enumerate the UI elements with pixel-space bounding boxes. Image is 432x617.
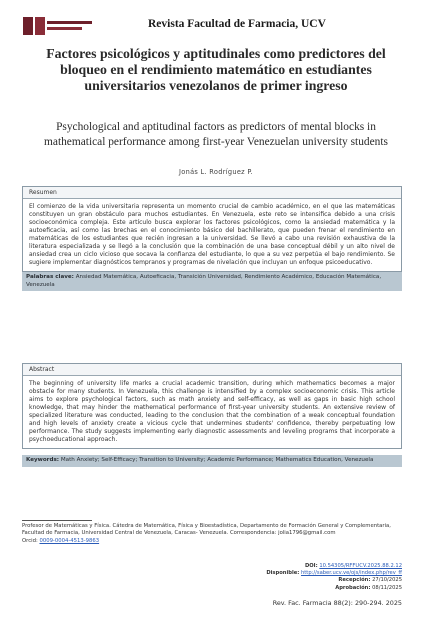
faculty-logo-icon: [22, 15, 94, 37]
doi-link[interactable]: 10.54305/RFFUCV.2025.88.2.12: [319, 563, 402, 569]
available-link[interactable]: http://saber.ucv.ve/ojs/index.php/rev_ff: [300, 570, 402, 577]
orcid-label: Orcid:: [22, 537, 38, 544]
orcid-line: [22, 538, 402, 545]
resumen-box: [22, 186, 402, 272]
abstract-heading: Abstract: [23, 364, 401, 376]
abstract-body: The beginning of university life marks a crucial academic transition, during which mathematics becomes a major obstacle for many students. In Venezuela, this challenge is intensified by a complex socioeconomic crisis. This article aims to explore psychological factors, such as math anxiety and self-efficacy, as well as gaps in basic high school knowledge, that may hinder the mathematical performance of first-year university students. An extensive review of specialized literature was conducted, leading to the conclusion that the combination of a weak conceptual foundation and high levels of anxiety create a vicious cycle that undermines students' confidence, thereby perpetuating low performance. The study suggests implementing early diagnostic assessments and leveling programs that incorporate a psychoeducational approach.: [29, 380, 395, 443]
approved-date: 08/11/2025: [372, 584, 402, 591]
keywords-text: Math Anxiety; Self-Efficacy; Transition to University; Academic Performance; Mathematics Education, Venezuela: [60, 457, 374, 463]
approved-line: [266, 585, 402, 592]
article-title-spanish: Factores psicológicos y aptitudinales como predictores del bloqueo en el rendimiento matemático en estudiantes universitarios venezolanos de primer ingreso: [46, 46, 386, 93]
orcid-link[interactable]: 0009-0004-4513-9863: [39, 537, 100, 544]
journal-citation: Rev. Fac. Farmacia 88(2): 290-294. 2025: [272, 599, 402, 607]
resumen-heading: Resumen: [23, 187, 401, 199]
palabras-clave-label: Palabras clave:: [26, 274, 74, 280]
footnote-divider: [22, 520, 92, 521]
publication-metadata: [266, 563, 402, 592]
article-title-english: Psychological and aptitudinal factors as predictors of mental blocks in mathematical performance among first-year Venezuelan university students: [44, 121, 388, 148]
journal-header: [22, 15, 402, 37]
author-footnote: [22, 523, 402, 545]
palabras-clave-bar: [22, 272, 402, 291]
approved-label: Aprobación:: [335, 584, 371, 591]
keywords-label: Keywords:: [26, 457, 60, 463]
palabras-clave-text: Ansiedad Matemática, Autoeficacia, Transición Universidad, Rendimiento Académico, Educación Matemática, Venezuela: [26, 274, 382, 288]
resumen-body: El comienzo de la vida universitaria representa un momento crucial de cambio académico, en el que las matemáticas constituyen un gran obstáculo para muchos estudiantes. En Venezuela, este reto se intensifica debido a una crisis socioeconómica compleja. Este artículo busca explorar los factores psicológicos, como la ansiedad matemática y la autoeficacia, así como las brechas en el conocimiento básico del bachillerato, que pueden frenar el rendimiento en matemáticas de los estudiantes que recién ingresan a la universidad. Se llevó a cabo una revisión exhaustiva de la literatura especializada y se llegó a la conclusión que la combinación de una base conceptual débil y un alto nivel de ansiedad crea un ciclo vicioso que socava la confianza del estudiante, lo que a su vez perpetúa el bajo rendimiento. Se sugiere implementar diagnósticos tempranos y programas de nivelación que incluyan un enfoque psicoeducativo.: [29, 203, 395, 266]
available-label: Disponible:: [266, 570, 300, 577]
author-name: Jonás L. Rodríguez P.: [179, 168, 253, 176]
doi-label: DOI:: [304, 563, 318, 569]
journal-name: Revista Facultad de Farmacia, UCV: [148, 18, 326, 30]
received-date: 27/10/2025: [372, 577, 402, 584]
keywords-bar: [22, 455, 402, 467]
author-affiliation: Profesor de Matemáticas y Física. Cátedra de Matemática, Física y Bioestadística, Departamento de Formación General y Complementaria, Facultad de Farmacia, Universidad Central de Venezuela, Caracas- Venezuela. Correspondencia: jolia1796@gmail.com: [22, 523, 391, 537]
received-label: Recepción:: [338, 577, 371, 584]
doi-line: [266, 563, 402, 570]
abstract-box: [22, 363, 402, 449]
received-line: [266, 577, 402, 584]
